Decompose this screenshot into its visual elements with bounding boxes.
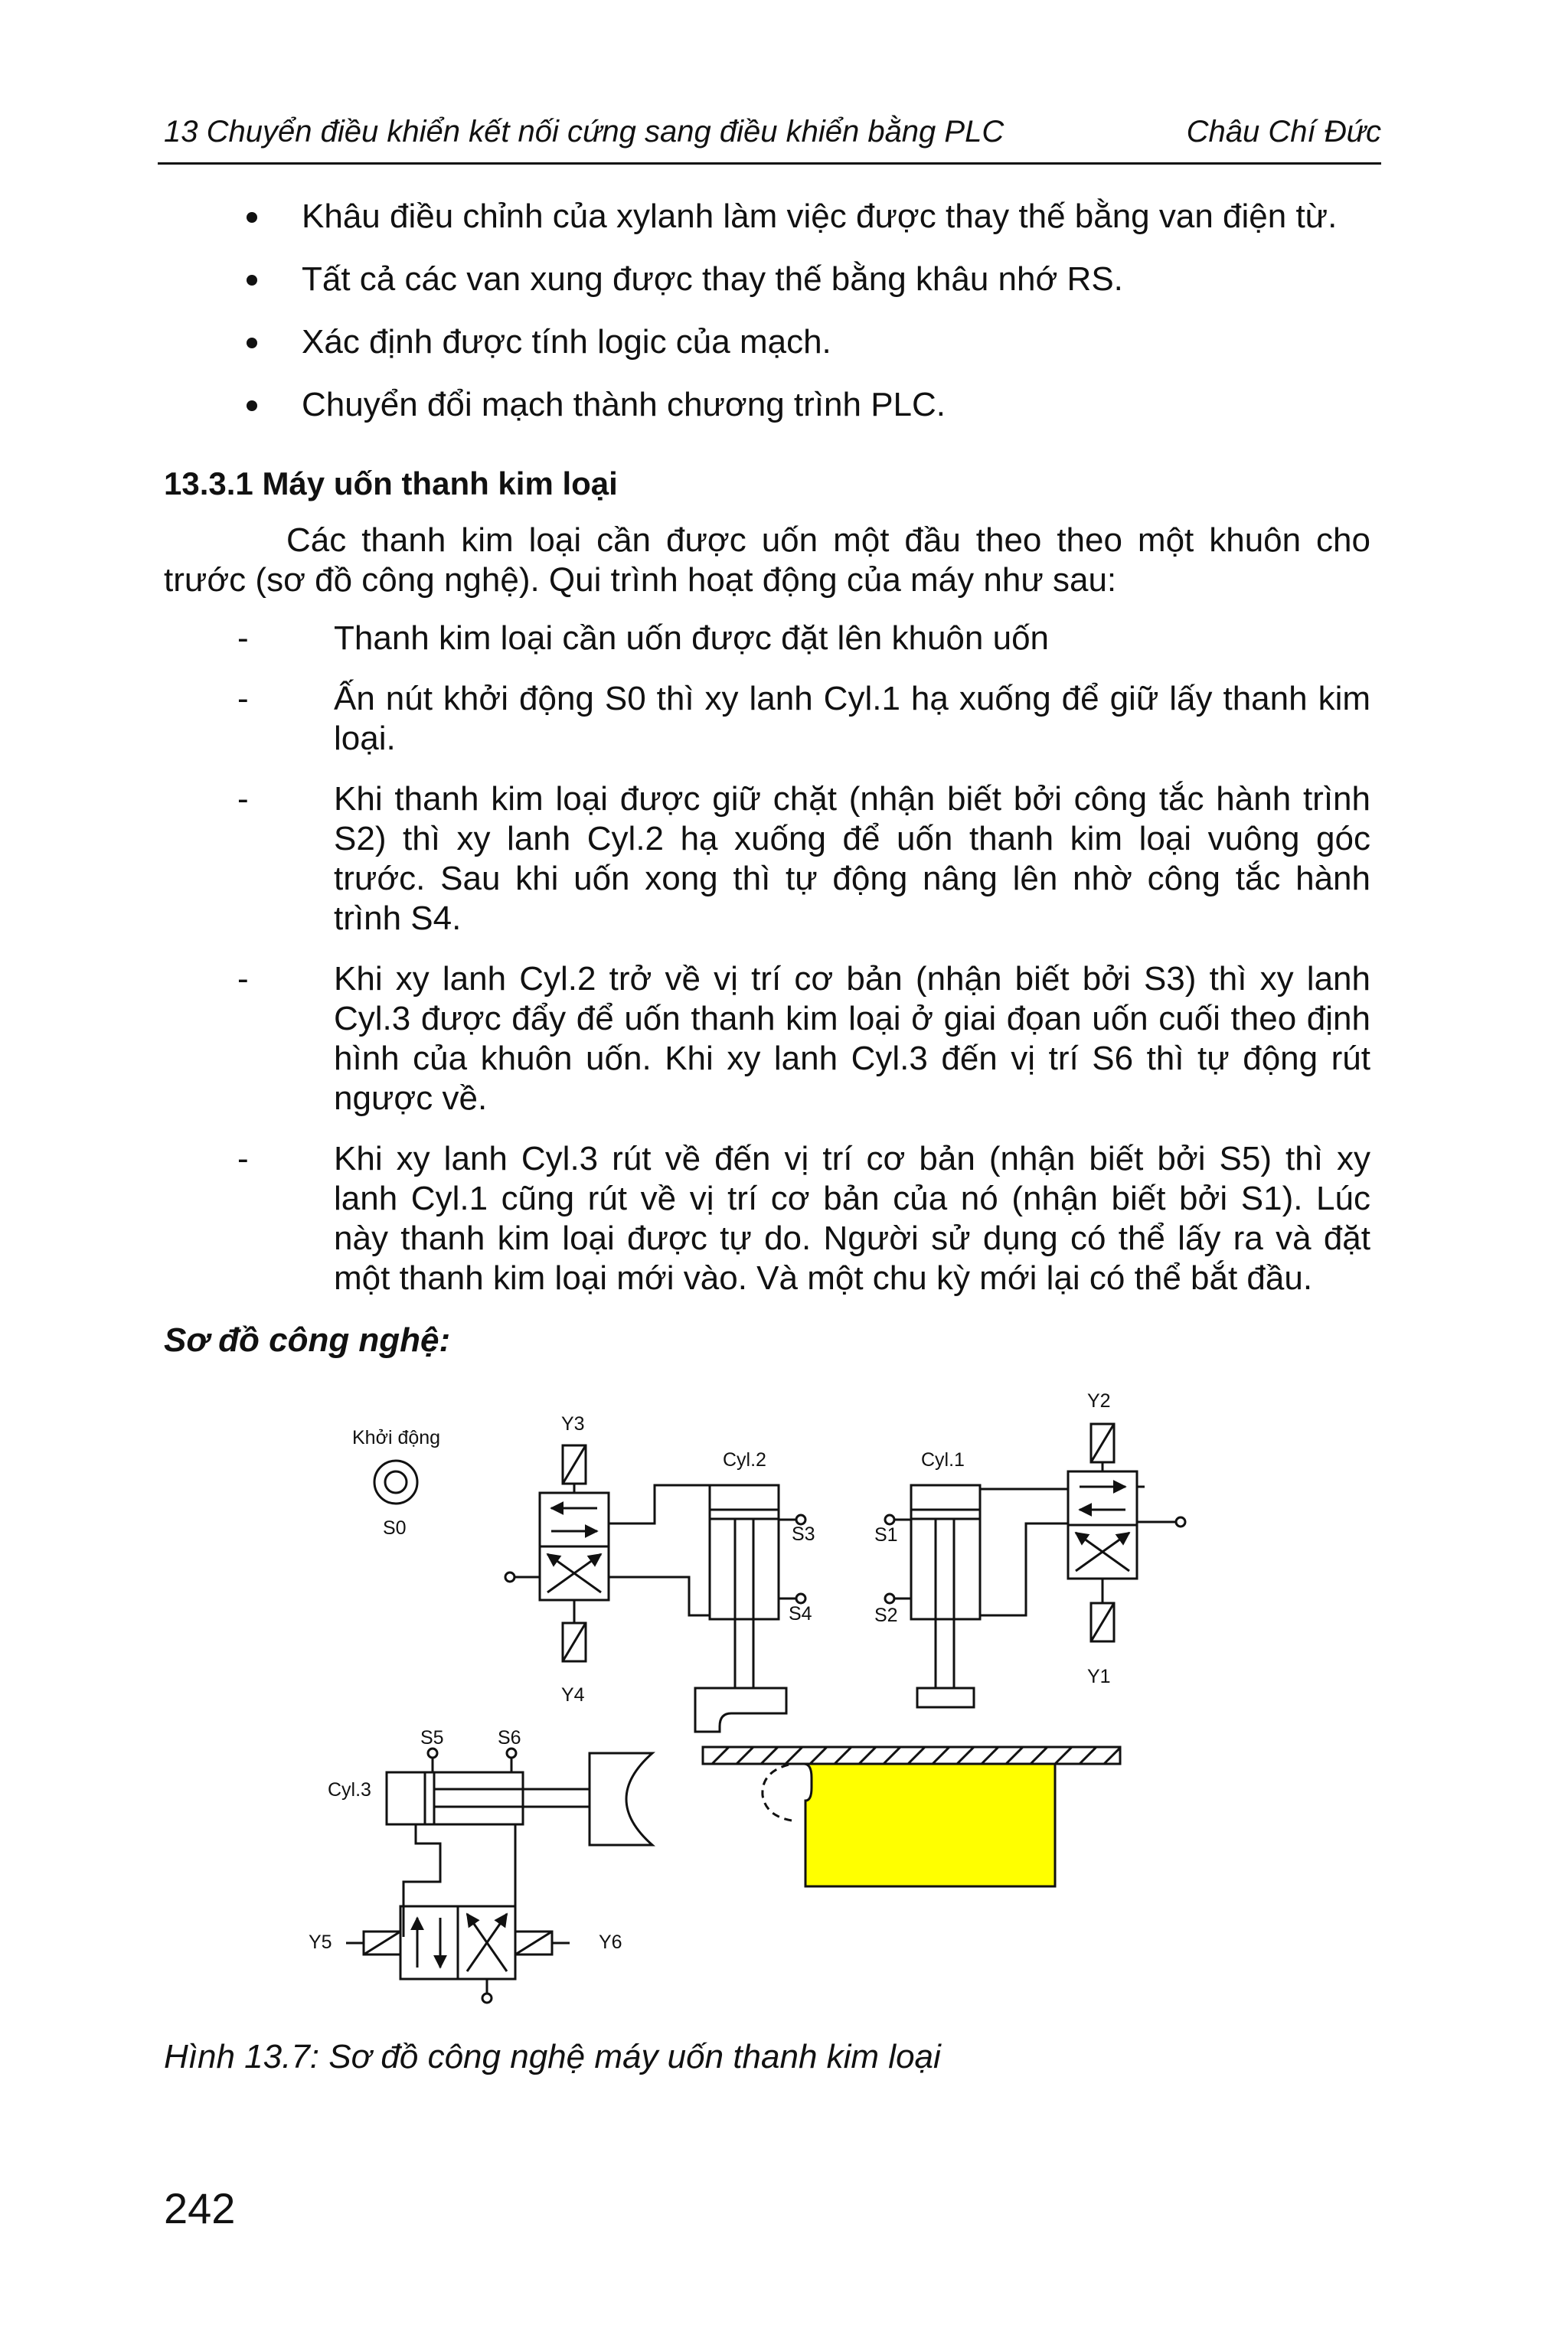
supply-port-icon (482, 1994, 492, 2003)
bullet-text: Khâu điều chỉnh của xylanh làm việc được thay thế bằng van điện từ. (302, 198, 1338, 235)
hatch-line (761, 1747, 778, 1764)
section-title: 13.3.1 Máy uốn thanh kim loại (164, 465, 618, 501)
valve-box-top (540, 1493, 609, 1546)
valve-cyl2 (505, 1413, 710, 1706)
dash-marker: - (237, 680, 249, 717)
hatch-line (982, 1747, 998, 1764)
step-text: Khi xy lanh Cyl.2 trở về vị trí cơ bản (nhận biết bởi S3) thì xy lanh Cyl.3 được đẩy để uốn thanh kim loại ở giai đọan uốn cuối theo định hình của khuôn uốn. Khi xy lanh Cyl.3 đến vị trí S6 thì tự động rút ngược về. (334, 960, 1370, 1117)
cylinder-cyl1 (874, 1449, 1068, 1707)
bullet-text: Chuyển đổi mạch thành chương trình PLC. (302, 386, 946, 423)
cyl1-clamp-plate (917, 1688, 974, 1707)
s4-label: S4 (789, 1603, 812, 1625)
y2-label: Y2 (1087, 1390, 1111, 1412)
valve-cyl1 (1068, 1390, 1185, 1687)
hatch-line (835, 1747, 851, 1764)
yellow-die-block (804, 1764, 1055, 1886)
y3-label: Y3 (561, 1413, 585, 1435)
figure-caption: Hình 13.7: Sơ đồ công nghệ máy uốn thanh kim loại (164, 2038, 941, 2075)
dash-marker: - (237, 780, 249, 818)
hatch-line (884, 1747, 900, 1764)
line-valve-to-cyl2-bottom (609, 1577, 710, 1615)
start-button-s0 (352, 1427, 440, 1539)
solenoid-diagonal (364, 1932, 400, 1954)
button-inner-ring-icon (385, 1471, 407, 1493)
hatch-line (933, 1747, 949, 1764)
cyl3-label: Cyl.3 (328, 1779, 371, 1801)
solenoid-diagonal (563, 1445, 586, 1484)
hatch-line (1031, 1747, 1047, 1764)
line-cyl1-bottom (980, 1523, 1068, 1615)
supply-port-icon (505, 1572, 514, 1582)
hatch-line (712, 1747, 729, 1764)
hatch-line (737, 1747, 753, 1764)
button-outer-ring-icon (374, 1461, 417, 1504)
y1-label: Y1 (1087, 1666, 1111, 1687)
bending-die (703, 1747, 1120, 1886)
cylinder-cyl2 (695, 1449, 815, 1732)
cyl2-barrel (710, 1485, 779, 1619)
s1-switch-icon (885, 1515, 894, 1524)
hatch-line (786, 1747, 802, 1764)
hatch-line (1080, 1747, 1096, 1764)
s3-label: S3 (792, 1523, 815, 1545)
s2-label: S2 (874, 1605, 898, 1626)
hatch-line (957, 1747, 974, 1764)
solenoid-diagonal-right (515, 1932, 552, 1954)
y5-label: Y5 (309, 1932, 332, 1953)
start-label: Khởi động (352, 1427, 441, 1448)
cyl2-bending-tool (695, 1688, 786, 1732)
step-text: Khi thanh kim loại được giữ chặt (nhận biết bởi công tắc hành trình S2) thì xy lanh Cyl.2 hạ xuống để uốn thanh kim loại vuông góc trước. Sau khi uốn xong thì tự động nâng lên nhờ công tắc hành trình S4. (334, 780, 1370, 937)
bullet-text: Xác định được tính logic của mạch. (302, 323, 831, 361)
solenoid-diagonal-lower (1091, 1603, 1114, 1641)
valve-cyl3 (309, 1906, 622, 2003)
dash-marker: - (237, 960, 249, 998)
step-text: Ấn nút khởi động S0 thì xy lanh Cyl.1 hạ xuống để giữ lấy thanh kim loại. (334, 680, 1370, 757)
bend-radius-dashed (763, 1765, 792, 1821)
hatch-line (859, 1747, 876, 1764)
page-number: 242 (164, 2184, 236, 2232)
solenoid-diagonal (1091, 1424, 1114, 1462)
s6-switch-icon (507, 1749, 516, 1758)
s5-label: S5 (420, 1727, 444, 1749)
cyl3-barrel (387, 1772, 523, 1824)
y6-label: Y6 (599, 1932, 622, 1953)
line-valve-to-cyl2-top (609, 1485, 710, 1523)
cyl1-label: Cyl.1 (921, 1449, 965, 1471)
step-text: Thanh kim loại cần uốn được đặt lên khuôn uốn (334, 619, 1050, 657)
bullet-text: Tất cả các van xung được thay thế bằng khâu nhớ RS. (302, 260, 1123, 298)
hatch-line (908, 1747, 925, 1764)
chapter-title: 13 Chuyển điều khiển kết nối cứng sang điều khiển bằng PLC (164, 115, 1004, 149)
cyl2-label: Cyl.2 (723, 1449, 766, 1471)
cyl3-bending-head (590, 1753, 652, 1845)
line-cyl3-left (403, 1824, 440, 1937)
solenoid-diagonal-lower (563, 1623, 586, 1661)
s0-label: S0 (383, 1517, 407, 1539)
intro-paragraph: Các thanh kim loại cần được uốn một đầu theo theo một khuôn cho trước (sơ đồ công nghệ). Qui trình hoạt động của máy như sau: (164, 521, 1370, 599)
s4-switch-icon (796, 1594, 805, 1603)
dash-marker: - (237, 619, 249, 657)
y4-label: Y4 (561, 1684, 585, 1706)
diagram-title: Sơ đồ công nghệ: (164, 1321, 451, 1359)
hatch-line (1104, 1748, 1120, 1764)
hatch-line (810, 1747, 827, 1764)
hatch-line (1006, 1747, 1023, 1764)
hatch-line (1055, 1747, 1072, 1764)
author-name: Châu Chí Đức (1186, 115, 1381, 149)
s6-label: S6 (498, 1727, 521, 1749)
s5-switch-icon (428, 1749, 437, 1758)
s1-label: S1 (874, 1524, 898, 1546)
cyl1-barrel (911, 1485, 980, 1619)
valve-box-left (400, 1906, 458, 1979)
valve-box-top (1068, 1471, 1137, 1525)
s2-switch-icon (885, 1594, 894, 1603)
dash-marker: - (237, 1140, 249, 1177)
supply-port-icon (1176, 1517, 1185, 1527)
step-text: Khi xy lanh Cyl.3 rút về đến vị trí cơ bản (nhận biết bởi S5) thì xy lanh Cyl.1 cũng rút về vị trí cơ bản của nó (nhận biết bởi S1). Lúc này thanh kim loại được tự do. Người sử dụng có thể lấy ra và đặt một thanh kim loại mới vào. Và một chu kỳ mới lại có thể bắt đầu. (334, 1140, 1370, 1297)
